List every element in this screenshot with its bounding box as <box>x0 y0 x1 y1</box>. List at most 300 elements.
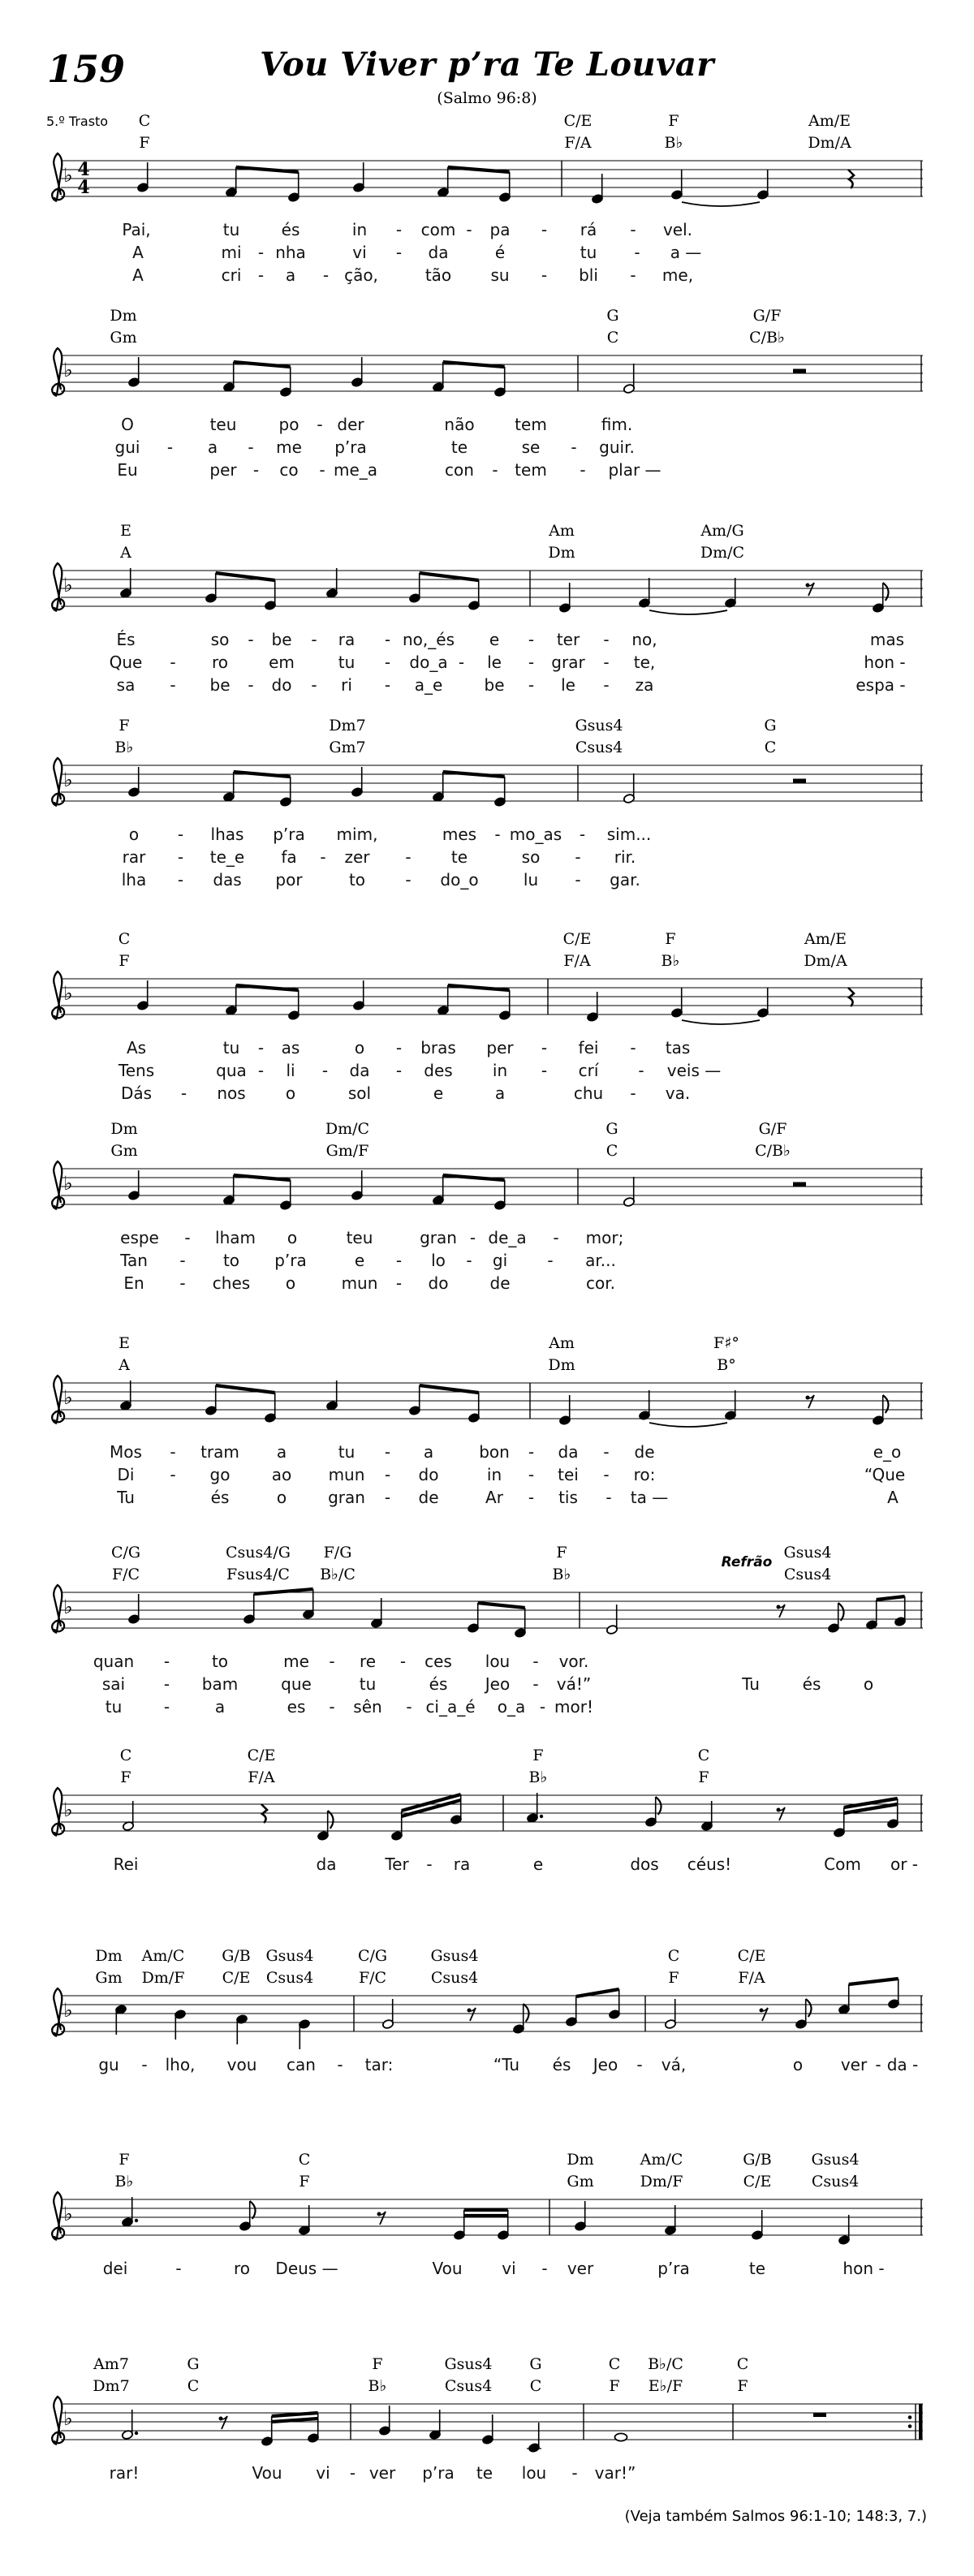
note <box>391 1811 403 1841</box>
note <box>527 1793 544 1823</box>
chord-symbol: F <box>119 2151 130 2169</box>
lyric-syllable: em <box>269 653 295 672</box>
lyric-syllable: ta — <box>630 1488 669 1507</box>
lyric-hyphen: - <box>163 1652 170 1671</box>
treble-clef-icon <box>52 2397 64 2445</box>
lyric-syllable: o <box>863 1674 874 1694</box>
chord-symbol: Am7 <box>93 2355 129 2373</box>
lyric-syllable: as <box>281 1038 300 1058</box>
lyric-syllable: espa - <box>855 675 906 695</box>
staff <box>0 1571 974 1649</box>
lyric-hyphen: - <box>384 1442 391 1462</box>
system-1 <box>0 112 974 299</box>
lyric-syllable: grar <box>551 653 585 672</box>
song-title: Vou Viver p’ra Te Louvar <box>260 45 714 84</box>
chord-symbol: C/E <box>247 1747 276 1764</box>
lyric-syllable: nha <box>275 243 306 262</box>
lyric-syllable: fa <box>281 847 297 867</box>
lyric-syllable: no,_és <box>403 630 455 649</box>
lyric-syllable: nos <box>217 1083 246 1103</box>
lyric-syllable: e <box>354 1251 365 1270</box>
lyric-hyphen: - <box>399 1652 407 1671</box>
lyric-hyphen: - <box>466 220 472 239</box>
chord-symbol: B° <box>717 1356 736 1374</box>
chord-symbol: B♭ <box>528 1768 548 1786</box>
lyric-hyphen: - <box>384 675 391 695</box>
lyric-hyphen: - <box>257 1061 265 1080</box>
note <box>437 167 450 197</box>
lyric-syllable: p’ra <box>422 2463 455 2483</box>
chord-symbol: Gsus4 <box>811 2151 860 2169</box>
chord-symbol: Gsus4 <box>430 1947 479 1965</box>
chord-symbol: B♭ <box>368 2377 387 2395</box>
lyric-hyphen: - <box>528 1465 535 1484</box>
note <box>137 162 149 192</box>
lyric-syllable: cri <box>221 265 242 285</box>
lyric-hyphen: - <box>311 630 317 649</box>
lyric-hyphen: - <box>636 2055 643 2074</box>
lyric-syllable: lu <box>523 870 539 890</box>
lyric-hyphen: - <box>163 1674 170 1694</box>
lyric-syllable: a — <box>670 243 702 262</box>
lyric-hyphen: - <box>395 220 403 239</box>
lyric-syllable: mas <box>869 630 905 649</box>
chord-symbol: F <box>139 134 150 152</box>
lyric-syllable: in <box>486 1465 502 1484</box>
lyric-hyphen: - <box>405 847 412 867</box>
lyric-syllable: “Que <box>864 1465 906 1484</box>
note <box>223 362 235 392</box>
chord-symbol: F <box>556 1544 567 1562</box>
note <box>665 1999 677 2029</box>
chord-symbol: Gm <box>567 2173 594 2190</box>
chord-symbol: Csus4 <box>444 2377 493 2395</box>
lyric-syllable: ção, <box>344 265 378 285</box>
key-flat-icon: ♭ <box>63 574 73 597</box>
staff <box>0 1975 974 2053</box>
chord-symbol: Am <box>549 1334 575 1352</box>
lyric-hyphen: - <box>384 653 391 672</box>
chord-symbol: F♯° <box>713 1334 739 1352</box>
note <box>326 568 338 598</box>
lyric-hyphen: - <box>384 1465 391 1484</box>
note <box>615 2433 627 2440</box>
lyric-hyphen: - <box>547 1251 554 1270</box>
lyric-syllable: Que <box>109 653 143 672</box>
lyric-hyphen: - <box>319 460 325 480</box>
lyric-syllable: és <box>281 220 300 239</box>
note <box>795 1999 812 2029</box>
chord-symbol: C <box>529 2377 542 2395</box>
lyric-hyphen: - <box>603 1465 610 1484</box>
note <box>623 773 636 803</box>
note <box>265 580 277 610</box>
lyric-syllable: guir. <box>599 437 635 457</box>
note <box>226 167 238 197</box>
note <box>725 1390 737 1420</box>
staff <box>0 1148 974 1226</box>
lyric-syllable: p’ra <box>273 825 305 844</box>
lyric-syllable: A <box>132 243 144 262</box>
lyric-hyphen: - <box>177 870 184 890</box>
note <box>513 2004 529 2034</box>
chord-symbol: A <box>120 544 131 562</box>
lyrics-line <box>0 825 974 846</box>
lyric-hyphen: - <box>395 1251 403 1270</box>
system-11 <box>0 2151 974 2337</box>
lyric-syllable: go <box>209 1465 231 1484</box>
lyric-syllable: to <box>348 870 366 890</box>
lyric-syllable: le <box>561 675 575 695</box>
lyric-syllable: vi <box>316 2463 330 2483</box>
rest <box>777 1807 786 1820</box>
lyric-syllable: lham <box>215 1228 256 1247</box>
lyric-hyphen: - <box>528 1442 535 1462</box>
lyric-hyphen: - <box>320 847 326 867</box>
lyric-syllable: lhas <box>210 825 244 844</box>
staff <box>0 744 974 822</box>
lyric-syllable: Eu <box>117 460 138 480</box>
lyric-syllable: se <box>521 437 541 457</box>
note <box>515 1608 527 1638</box>
lyric-hyphen: - <box>395 1038 403 1058</box>
chord-symbol: C/G <box>110 1544 141 1562</box>
chord-symbol: Am/E <box>808 112 851 130</box>
note <box>665 2205 677 2235</box>
chord-symbol: C <box>606 329 619 347</box>
chord-symbol: C <box>138 112 151 130</box>
chord-symbol: C/E <box>562 930 592 948</box>
lyric-hyphen: - <box>575 870 581 890</box>
lyric-syllable: vá, <box>661 2055 687 2074</box>
lyric-syllable: e <box>433 1083 444 1103</box>
lyric-syllable: gui <box>114 437 140 457</box>
refrain-label: Refrão <box>721 1554 773 1570</box>
lyric-syllable: Ar <box>485 1488 503 1507</box>
lyric-hyphen: - <box>571 437 577 457</box>
note <box>527 2423 541 2453</box>
lyric-syllable: o <box>276 1488 287 1507</box>
lyric-syllable: mun <box>341 1273 378 1293</box>
lyric-syllable: En <box>123 1273 144 1293</box>
lyric-syllable: tem <box>515 460 547 480</box>
system-2 <box>0 307 974 493</box>
lyric-syllable: dei <box>102 2259 128 2278</box>
lyric-syllable: ra <box>338 630 356 649</box>
lyric-hyphen: - <box>163 1697 170 1717</box>
staff <box>0 958 974 1036</box>
treble-clef-icon <box>52 1585 64 1633</box>
note <box>379 2406 391 2436</box>
chord-symbol: G <box>606 307 619 325</box>
lyric-syllable: a <box>276 1442 287 1462</box>
chord-symbol: Dm <box>110 307 137 325</box>
lyric-syllable: da <box>428 243 449 262</box>
lyric-syllable: As <box>126 1038 147 1058</box>
lyrics-line <box>0 1061 974 1082</box>
lyric-syllable: Dás <box>120 1083 153 1103</box>
note <box>371 1598 383 1628</box>
chord-symbol: C/B♭ <box>749 329 785 347</box>
note <box>223 1175 235 1205</box>
note <box>299 2019 311 2049</box>
lyric-hyphen: - <box>252 460 260 480</box>
note <box>623 364 636 394</box>
chord-symbol: Csus4 <box>811 2173 860 2190</box>
note <box>122 2197 139 2227</box>
chord-symbol: Dm7 <box>329 717 366 734</box>
lyric-syllable: gran <box>420 1228 457 1247</box>
lyric-syllable: Ter <box>385 1854 409 1874</box>
chord-symbol: F <box>668 112 679 130</box>
note <box>873 1395 889 1425</box>
lyric-syllable: ar... <box>585 1251 616 1270</box>
lyric-hyphen: - <box>539 1697 546 1717</box>
lyric-syllable: Jeo <box>593 2055 618 2074</box>
lyric-syllable: crí <box>578 1061 599 1080</box>
lyric-syllable: mo_as <box>509 825 562 844</box>
note <box>834 1807 846 1837</box>
key-flat-icon: ♭ <box>63 1999 73 2022</box>
lyric-syllable: p’ra <box>274 1251 307 1270</box>
chord-symbol: Gsus4 <box>783 1544 832 1562</box>
chord-symbol: E <box>120 522 131 540</box>
lyric-hyphen: - <box>630 1038 636 1058</box>
lyric-hyphen: - <box>395 243 403 262</box>
lyric-hyphen: - <box>395 1273 403 1293</box>
lyric-syllable: o <box>285 1273 296 1293</box>
lyric-syllable: zer <box>344 847 370 867</box>
chord-symbol: F <box>609 2377 620 2395</box>
note <box>261 2416 274 2446</box>
treble-clef-icon <box>52 348 64 396</box>
chord-symbol: Am/C <box>141 1947 185 1965</box>
rest <box>813 2413 826 2418</box>
chord-symbol: G/F <box>752 307 782 325</box>
chord-symbol: G/F <box>758 1120 787 1138</box>
chord-symbol: F/G <box>323 1544 352 1562</box>
lyric-hyphen: - <box>395 1061 403 1080</box>
lyric-syllable: Tu <box>117 1488 135 1507</box>
note <box>752 2210 764 2240</box>
lyric-syllable: és <box>429 1674 448 1694</box>
lyric-syllable: das <box>213 870 242 890</box>
lyric-syllable: or - <box>890 1854 919 1874</box>
lyric-syllable: be <box>484 675 505 695</box>
staff <box>0 334 974 412</box>
note <box>353 162 365 192</box>
chord-symbol: Csus4/G <box>226 1544 291 1562</box>
note <box>606 1605 618 1635</box>
treble-clef-icon <box>52 2192 64 2240</box>
chord-symbol: F <box>119 952 130 970</box>
lyrics-line <box>0 870 974 891</box>
chord-symbol: Dm/F <box>141 1969 185 1987</box>
note <box>299 2205 311 2235</box>
chord-symbol: C/G <box>357 1947 388 1965</box>
lyric-syllable: és <box>802 1674 821 1694</box>
chord-symbol: Gm7 <box>329 739 366 756</box>
lyric-syllable: rir. <box>614 847 636 867</box>
chord-symbol: F <box>299 2173 310 2190</box>
lyric-hyphen: - <box>541 1061 548 1080</box>
lyric-syllable: do_o <box>440 870 479 890</box>
lyric-syllable: tão <box>425 265 452 285</box>
lyric-hyphen: - <box>630 265 636 285</box>
lyric-syllable: gran <box>328 1488 365 1507</box>
chord-symbol: Dm <box>548 544 575 562</box>
lyric-syllable: con <box>445 460 474 480</box>
lyric-syllable: a_e <box>414 675 443 695</box>
lyric-syllable: a <box>285 265 296 285</box>
lyric-syllable: re <box>359 1652 377 1671</box>
lyric-syllable: céus! <box>687 1854 732 1874</box>
rest <box>806 1395 815 1408</box>
song-number: 159 <box>47 47 126 91</box>
lyric-hyphen: - <box>322 265 330 285</box>
note <box>482 2414 494 2445</box>
note <box>351 1170 364 1200</box>
note <box>671 170 683 200</box>
key-flat-icon: ♭ <box>63 1386 73 1409</box>
lyric-syllable: Deus — <box>275 2259 338 2278</box>
chord-symbol: Gm <box>95 1969 123 1987</box>
lyric-hyphen: - <box>553 1228 559 1247</box>
treble-clef-icon <box>52 971 64 1019</box>
note <box>317 1811 334 1841</box>
lyric-syllable: a <box>494 1083 506 1103</box>
chord-symbol: Gm <box>110 329 137 347</box>
lyric-syllable: o <box>354 1038 365 1058</box>
lyric-hyphen: - <box>141 2055 148 2074</box>
lyric-syllable: teu <box>209 415 237 434</box>
lyric-hyphen: - <box>179 1273 186 1293</box>
song-subtitle: (Salmo 96:8) <box>437 89 537 107</box>
lyric-syllable: ces <box>425 1652 452 1671</box>
note <box>120 1381 132 1411</box>
chord-symbol: Gsus4 <box>575 717 623 734</box>
lyric-syllable: Rei <box>113 1854 139 1874</box>
chord-symbol: C <box>187 2377 200 2395</box>
lyrics-line <box>0 675 974 696</box>
note <box>353 980 365 1010</box>
lyrics-line <box>0 1697 974 1718</box>
lyric-syllable: can <box>287 2055 316 2074</box>
treble-clef-icon <box>52 563 64 611</box>
lyric-syllable: tu <box>359 1674 377 1694</box>
lyric-syllable: o_a <box>497 1697 526 1717</box>
chord-symbol: Fsus4/C <box>226 1566 290 1583</box>
lyric-syllable: teu <box>346 1228 373 1247</box>
lyric-hyphen: - <box>166 437 174 457</box>
lyric-syllable: Di <box>117 1465 135 1484</box>
chord-symbol: Gm <box>110 1142 138 1160</box>
note <box>128 767 140 797</box>
note <box>137 980 149 1010</box>
lyric-syllable: be <box>209 675 231 695</box>
lyrics-line <box>0 2259 974 2280</box>
lyric-syllable: var!” <box>594 2463 636 2483</box>
treble-clef-icon <box>52 758 64 806</box>
lyric-hyphen: - <box>458 653 465 672</box>
lyric-syllable: Tu <box>742 1674 760 1694</box>
chord-symbol: G <box>187 2355 200 2373</box>
lyric-syllable: e <box>489 630 500 649</box>
chord-symbol: C/E <box>563 112 593 130</box>
rest <box>760 2008 769 2021</box>
lyric-syllable: me <box>276 437 302 457</box>
lyric-hyphen: - <box>384 630 391 649</box>
note <box>468 580 481 610</box>
chord-symbol: F <box>737 2377 748 2395</box>
lyric-hyphen: - <box>311 675 317 695</box>
staff <box>0 2178 974 2256</box>
lyric-syllable: de <box>418 1488 439 1507</box>
staff <box>0 549 974 627</box>
rest <box>793 369 806 374</box>
chord-symbol: B♭/C <box>320 1566 356 1583</box>
note <box>701 1801 713 1831</box>
chord-symbol: F/A <box>738 1969 765 1987</box>
lyric-hyphen: - <box>177 825 184 844</box>
chord-symbol: F <box>372 2355 383 2373</box>
lyric-hyphen: - <box>337 2055 343 2074</box>
chord-symbol: C <box>606 1142 618 1160</box>
lyric-syllable: Com <box>824 1854 861 1874</box>
lyric-syllable: vou <box>226 2055 257 2074</box>
lyric-syllable: mim, <box>336 825 378 844</box>
key-flat-icon: ♭ <box>63 359 73 381</box>
lyric-syllable: qua <box>216 1061 247 1080</box>
lyric-syllable: tas <box>665 1038 691 1058</box>
lyric-syllable: lha <box>121 870 147 890</box>
lyric-syllable: o <box>792 2055 804 2074</box>
tie <box>682 1020 760 1024</box>
note <box>866 1600 878 1630</box>
note <box>639 1390 651 1420</box>
rest <box>468 2008 476 2021</box>
lyrics-line <box>0 1854 974 1876</box>
lyric-hyphen: - <box>541 1038 548 1058</box>
lyric-hyphen: - <box>177 847 184 867</box>
lyric-syllable: hon - <box>843 2259 885 2278</box>
lyric-syllable: vor. <box>558 1652 589 1671</box>
note <box>559 583 571 613</box>
lyric-syllable: a <box>207 437 218 457</box>
lyric-syllable: dos <box>630 1854 659 1874</box>
lyric-hyphen: - <box>180 1083 187 1103</box>
time-signature: 4 <box>77 159 90 180</box>
lyric-syllable: me, <box>662 265 694 285</box>
lyrics-line <box>0 265 974 286</box>
lyric-syllable: A <box>887 1488 899 1507</box>
note <box>838 1984 851 2014</box>
lyrics-line <box>0 847 974 868</box>
lyric-syllable: tu <box>580 243 597 262</box>
chord-symbol: Dm <box>567 2151 594 2169</box>
lyric-syllable: bras <box>420 1038 456 1058</box>
lyric-syllable: veis — <box>666 1061 722 1080</box>
lyric-syllable: per <box>486 1038 514 1058</box>
lyric-syllable: be <box>271 630 292 649</box>
lyric-syllable: e_o <box>873 1442 902 1462</box>
chord-symbol: B♭ <box>661 952 680 970</box>
lyric-syllable: com <box>420 220 456 239</box>
lyric-hyphen: - <box>634 243 640 262</box>
chord-symbol: Dm <box>95 1947 123 1965</box>
chord-symbol: Csus4 <box>783 1566 832 1583</box>
footer-reference: (Veja também Salmos 96:1-10; 148:3, 7.) <box>624 2508 927 2525</box>
